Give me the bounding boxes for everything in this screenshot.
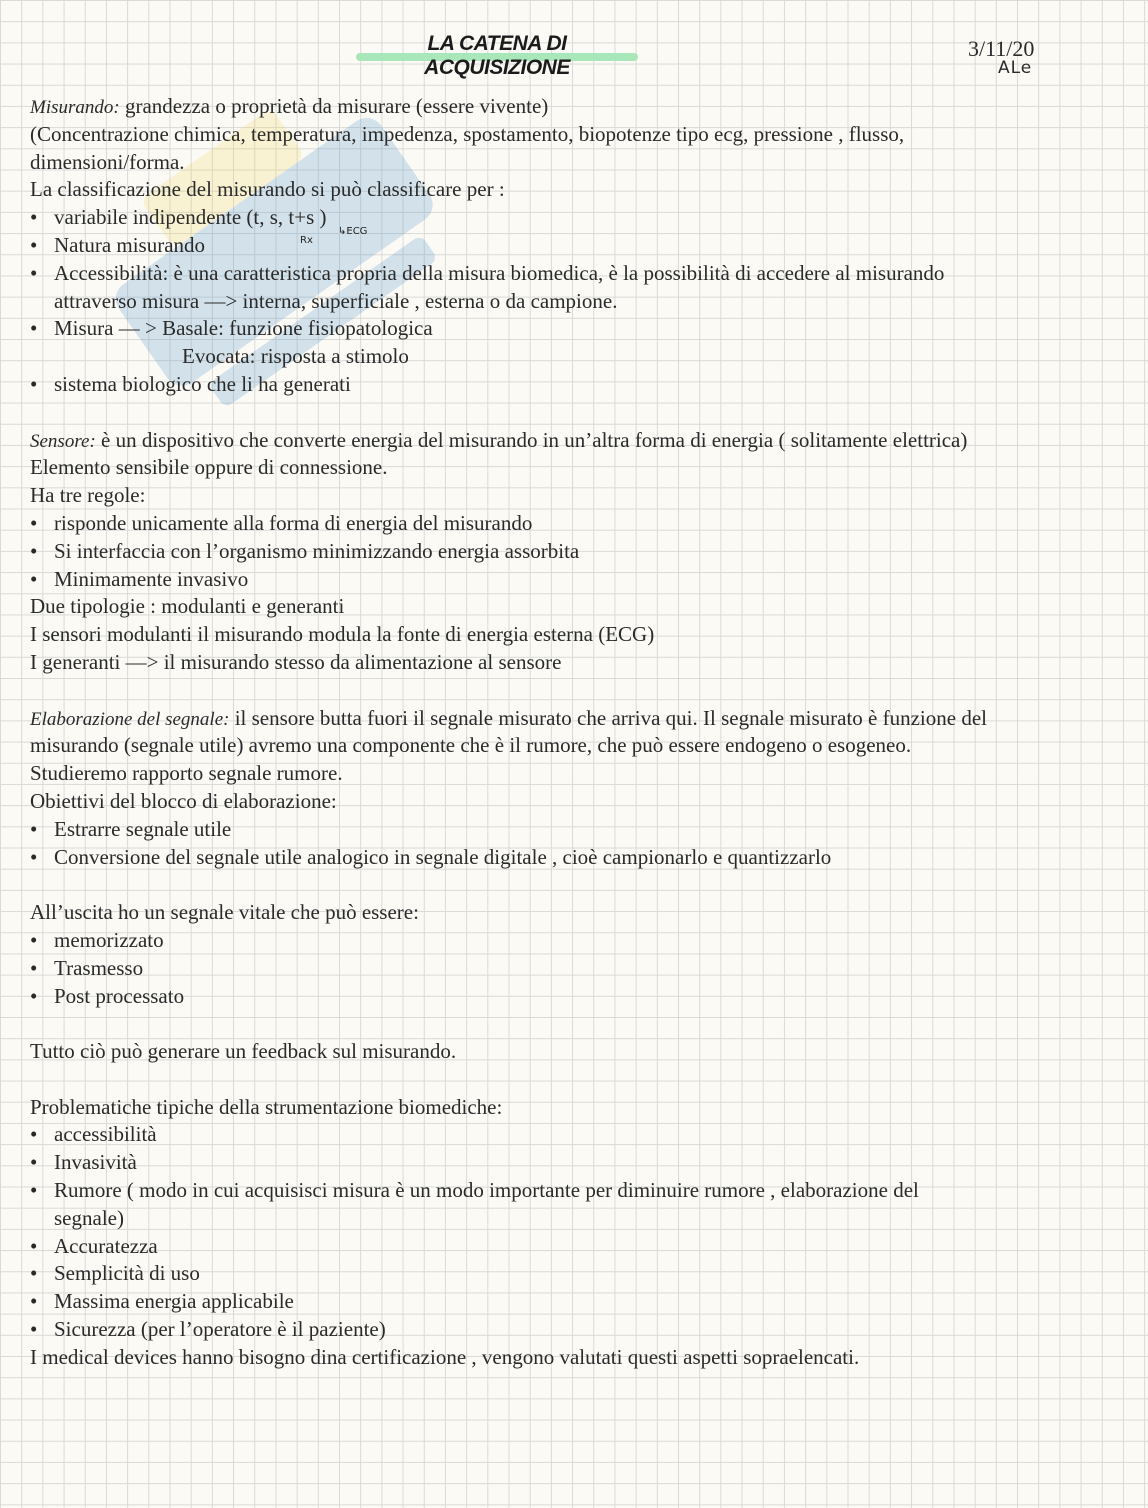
list-item-continuation: attraverso misura —> interna, superficiale , esterna o da campione. bbox=[54, 288, 618, 313]
text-line: Problematiche tipiche della strumentazione biomediche: bbox=[30, 1094, 503, 1119]
list-item: • Trasmesso bbox=[30, 955, 1130, 983]
page-title: LA CATENA DI ACQUISIZIONE bbox=[424, 32, 570, 79]
list-item: • Misura — > Basale: funzione fisiopatologica bbox=[30, 315, 1130, 343]
text-line: misurando (segnale utile) avremo una componente che è il rumore, che può essere endogeno o esogeneo. bbox=[30, 733, 912, 758]
date: 3/11/20 bbox=[968, 36, 1035, 61]
list-item: • Sicurezza (per l’operatore è il paziente) bbox=[30, 1316, 1130, 1344]
term-sensore: Sensore: bbox=[30, 430, 96, 452]
text-line: Obiettivi del blocco di elaborazione: bbox=[30, 788, 337, 813]
list-item: • Rumore ( modo in cui acquisisci misura è un modo importante per diminuire rumore , elaborazione del bbox=[30, 1177, 1130, 1205]
elaborazione-definition: Elaborazione del segnale: il sensore butta fuori il segnale misurato che arriva qui. Il segnale misurato è funzione del bbox=[30, 705, 987, 730]
term-elaborazione: Elaborazione del segnale: bbox=[30, 708, 230, 730]
text-line: I medical devices hanno bisogno dina certificazione , vengono valutati questi aspetti sopraelencati. bbox=[30, 1344, 860, 1369]
annotation-ecg: ↳ECG bbox=[338, 226, 368, 237]
text-line: Tutto ciò può generare un feedback sul misurando. bbox=[30, 1039, 457, 1064]
list-item: • Minimamente invasivo bbox=[30, 566, 1130, 594]
misurando-definition: Misurando: grandezza o proprietà da misurare (essere vivente) bbox=[30, 94, 549, 118]
list-item: • Post processato bbox=[30, 983, 1130, 1011]
signature: ALe bbox=[998, 58, 1033, 78]
list-item: • Invasività bbox=[30, 1149, 1130, 1177]
list-item-continuation: segnale) bbox=[54, 1205, 124, 1230]
text-line: I generanti —> il misurando stesso da alimentazione al sensore bbox=[30, 649, 562, 674]
list-item: • variabile indipendente (t, s, t+s ) bbox=[30, 204, 1130, 232]
notes-body bbox=[30, 93, 1130, 1372]
text-line: (Concentrazione chimica, temperatura, impedenza, spostamento, biopotenze tipo ecg, pressione , flusso, bbox=[30, 121, 905, 146]
list-item: • Massima energia applicabile bbox=[30, 1288, 1130, 1316]
list-item: • Si interfaccia con l’organismo minimizzando energia assorbita bbox=[30, 538, 1130, 566]
list-item: • sistema biologico che li ha generati bbox=[30, 371, 1130, 399]
list-item: • Estrarre segnale utile bbox=[30, 816, 1130, 844]
term-misurando: Misurando: bbox=[30, 97, 120, 118]
list-item: • Semplicità di uso bbox=[30, 1260, 1130, 1288]
sensore-definition: Sensore: è un dispositivo che converte energia del misurando in un’altra forma di energia ( solitamente elettrica) bbox=[30, 427, 968, 452]
text-line: Ha tre regole: bbox=[30, 483, 146, 508]
list-item: • risponde unicamente alla forma di energia del misurando bbox=[30, 510, 1130, 538]
text-line: Studieremo rapporto segnale rumore. bbox=[30, 761, 343, 786]
text-line: All’uscita ho un segnale vitale che può essere: bbox=[30, 900, 419, 925]
text-line: Due tipologie : modulanti e generanti bbox=[30, 594, 345, 619]
text-line: dimensioni/forma. bbox=[30, 149, 185, 174]
list-item: • memorizzato bbox=[30, 927, 1130, 955]
text-line: La classificazione del misurando si può classificare per : bbox=[30, 177, 505, 202]
text-line: Elemento sensibile oppure di connessione. bbox=[30, 455, 388, 480]
title-block bbox=[356, 30, 638, 79]
list-item: • accessibilità bbox=[30, 1121, 1130, 1149]
list-item: • Accuratezza bbox=[30, 1233, 1130, 1261]
list-item-continuation: Evocata: risposta a stimolo bbox=[182, 344, 409, 369]
text-line: I sensori modulanti il misurando modula la fonte di energia esterna (ECG) bbox=[30, 622, 655, 647]
list-item: • Accessibilità: è una caratteristica propria della misura biomedica, è la possibilità di accedere al misurando bbox=[30, 260, 1130, 288]
list-item: • Conversione del segnale utile analogico in segnale digitale , cioè campionarlo e quantizzarlo bbox=[30, 844, 1130, 872]
annotation-rx: Rx bbox=[300, 235, 313, 246]
list-item: • Natura misurando bbox=[30, 232, 1130, 260]
